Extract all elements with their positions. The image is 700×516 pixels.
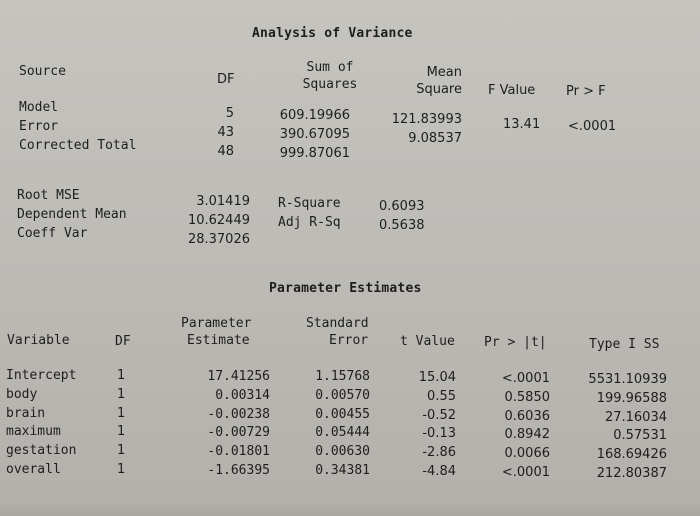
param-std-error: 0.34381 bbox=[315, 462, 370, 478]
param-p-value: 0.8942 bbox=[504, 427, 550, 443]
param-df: 1 bbox=[117, 424, 126, 440]
params-header-df: DF bbox=[115, 334, 131, 349]
params-header-est-line2: Estimate bbox=[187, 333, 250, 348]
param-std-error: 1.15768 bbox=[315, 369, 370, 384]
anova-df-column bbox=[200, 104, 234, 161]
anova-source-error: Error bbox=[19, 119, 59, 134]
params-header-t-value: t Value bbox=[400, 334, 455, 349]
anova-header-ss-line1: Sum of bbox=[306, 60, 354, 75]
params-se-column bbox=[290, 368, 370, 481]
param-type1-ss: 212.80387 bbox=[596, 465, 667, 481]
param-std-error: 0.05444 bbox=[315, 425, 370, 441]
anova-header-ss-line2: Squares bbox=[302, 77, 358, 92]
r-square-label: R-Square bbox=[278, 196, 341, 211]
root-mse-label: Root MSE bbox=[17, 188, 80, 203]
params-header-se-line2: Error bbox=[329, 333, 369, 348]
param-type1-ss: 5531.10939 bbox=[588, 372, 667, 387]
coeff-var-label: Coeff Var bbox=[17, 226, 88, 241]
params-header-pr-t: Pr > |t| bbox=[484, 335, 547, 350]
param-estimate: -0.00729 bbox=[207, 425, 270, 441]
param-df: 1 bbox=[117, 443, 126, 459]
anova-f-value: 13.41 bbox=[503, 117, 541, 132]
anova-source-column bbox=[19, 98, 136, 155]
anova-ss-model: 609.19966 bbox=[279, 108, 350, 123]
param-variable-overall: overall bbox=[6, 461, 61, 477]
param-type1-ss: 168.69426 bbox=[596, 447, 667, 463]
param-t-value: -0.13 bbox=[422, 426, 456, 442]
adj-r-sq-value: 0.5638 bbox=[379, 218, 425, 233]
param-t-value: 0.55 bbox=[427, 388, 456, 404]
param-df: 1 bbox=[117, 368, 126, 383]
anova-df-total: 48 bbox=[217, 144, 234, 159]
param-variable-brain: brain bbox=[6, 405, 46, 421]
params-header-se-line1: Standard bbox=[306, 316, 369, 331]
param-variable-body: body bbox=[6, 386, 38, 402]
param-std-error: 0.00630 bbox=[315, 444, 370, 460]
params-title: Parameter Estimates bbox=[269, 281, 422, 296]
anova-header-ms-line2: Square bbox=[416, 82, 462, 97]
anova-header-ms-line1: Mean bbox=[426, 65, 462, 80]
param-t-value: -2.86 bbox=[422, 445, 456, 461]
param-df: 1 bbox=[117, 405, 126, 421]
params-variable-column bbox=[6, 367, 76, 480]
rsq-labels bbox=[278, 194, 341, 232]
anova-ss-total: 999.87061 bbox=[279, 146, 350, 161]
fit-values bbox=[170, 192, 250, 249]
param-std-error: 0.00455 bbox=[315, 406, 370, 422]
params-df-column bbox=[117, 367, 125, 480]
fit-labels bbox=[17, 186, 127, 243]
rsq-values bbox=[379, 197, 425, 235]
param-t-value: -0.52 bbox=[422, 407, 456, 423]
anova-df-error: 43 bbox=[217, 125, 234, 140]
root-mse-value: 3.01419 bbox=[196, 194, 250, 209]
param-estimate: 0.00314 bbox=[215, 387, 270, 403]
page-bottom-shadow bbox=[0, 502, 700, 516]
params-p-column bbox=[480, 370, 550, 483]
dependent-mean-value: 10.62449 bbox=[187, 213, 250, 228]
param-p-value: <.0001 bbox=[501, 371, 550, 386]
param-df: 1 bbox=[117, 461, 126, 477]
param-estimate: 17.41256 bbox=[207, 369, 270, 384]
param-t-value: -4.84 bbox=[422, 463, 456, 479]
param-estimate: -1.66395 bbox=[207, 462, 270, 478]
anova-title: Analysis of Variance bbox=[252, 26, 413, 41]
param-p-value: <.0001 bbox=[501, 464, 550, 480]
param-p-value: 0.0066 bbox=[504, 446, 550, 462]
anova-ss-error: 390.67095 bbox=[279, 127, 350, 142]
param-p-value: 0.5850 bbox=[504, 389, 550, 405]
param-variable-maximum: maximum bbox=[6, 424, 61, 440]
params-t-column bbox=[400, 369, 456, 482]
anova-ms-model: 121.83993 bbox=[391, 112, 462, 127]
param-df: 1 bbox=[117, 386, 126, 402]
coeff-var-value: 28.37026 bbox=[187, 232, 250, 247]
params-header-type1-ss: Type I SS bbox=[589, 337, 660, 352]
param-variable-gestation: gestation bbox=[6, 443, 77, 459]
param-estimate: -0.00238 bbox=[207, 406, 270, 422]
dependent-mean-label: Dependent Mean bbox=[17, 207, 127, 222]
anova-header-pr-f: Pr > F bbox=[566, 84, 606, 99]
anova-header-source: Source bbox=[19, 64, 66, 79]
anova-df-model: 5 bbox=[225, 106, 234, 121]
anova-header-df: DF bbox=[217, 72, 235, 87]
param-std-error: 0.00570 bbox=[315, 387, 370, 403]
param-type1-ss: 0.57531 bbox=[613, 428, 667, 444]
anova-ms-column bbox=[378, 110, 462, 148]
param-variable-intercept: Intercept bbox=[6, 368, 77, 383]
r-square-value: 0.6093 bbox=[379, 199, 425, 214]
anova-source-model: Model bbox=[19, 100, 59, 115]
params-estimate-column bbox=[170, 368, 270, 481]
anova-pr-f: <.0001 bbox=[568, 119, 617, 134]
params-header-variable: Variable bbox=[7, 333, 70, 348]
anova-ms-error: 9.08537 bbox=[408, 131, 462, 146]
params-header-est-line1: Parameter bbox=[181, 316, 252, 331]
param-estimate: -0.01801 bbox=[207, 444, 270, 460]
anova-ss-column bbox=[270, 106, 350, 163]
param-t-value: 15.04 bbox=[418, 370, 456, 385]
param-p-value: 0.6036 bbox=[504, 408, 550, 424]
params-type1-column bbox=[570, 371, 667, 484]
param-type1-ss: 27.16034 bbox=[604, 409, 667, 425]
anova-header-f-value: F Value bbox=[488, 83, 536, 98]
param-type1-ss: 199.96588 bbox=[596, 390, 667, 406]
anova-source-total: Corrected Total bbox=[19, 138, 137, 153]
adj-r-sq-label: Adj R-Sq bbox=[278, 215, 341, 230]
